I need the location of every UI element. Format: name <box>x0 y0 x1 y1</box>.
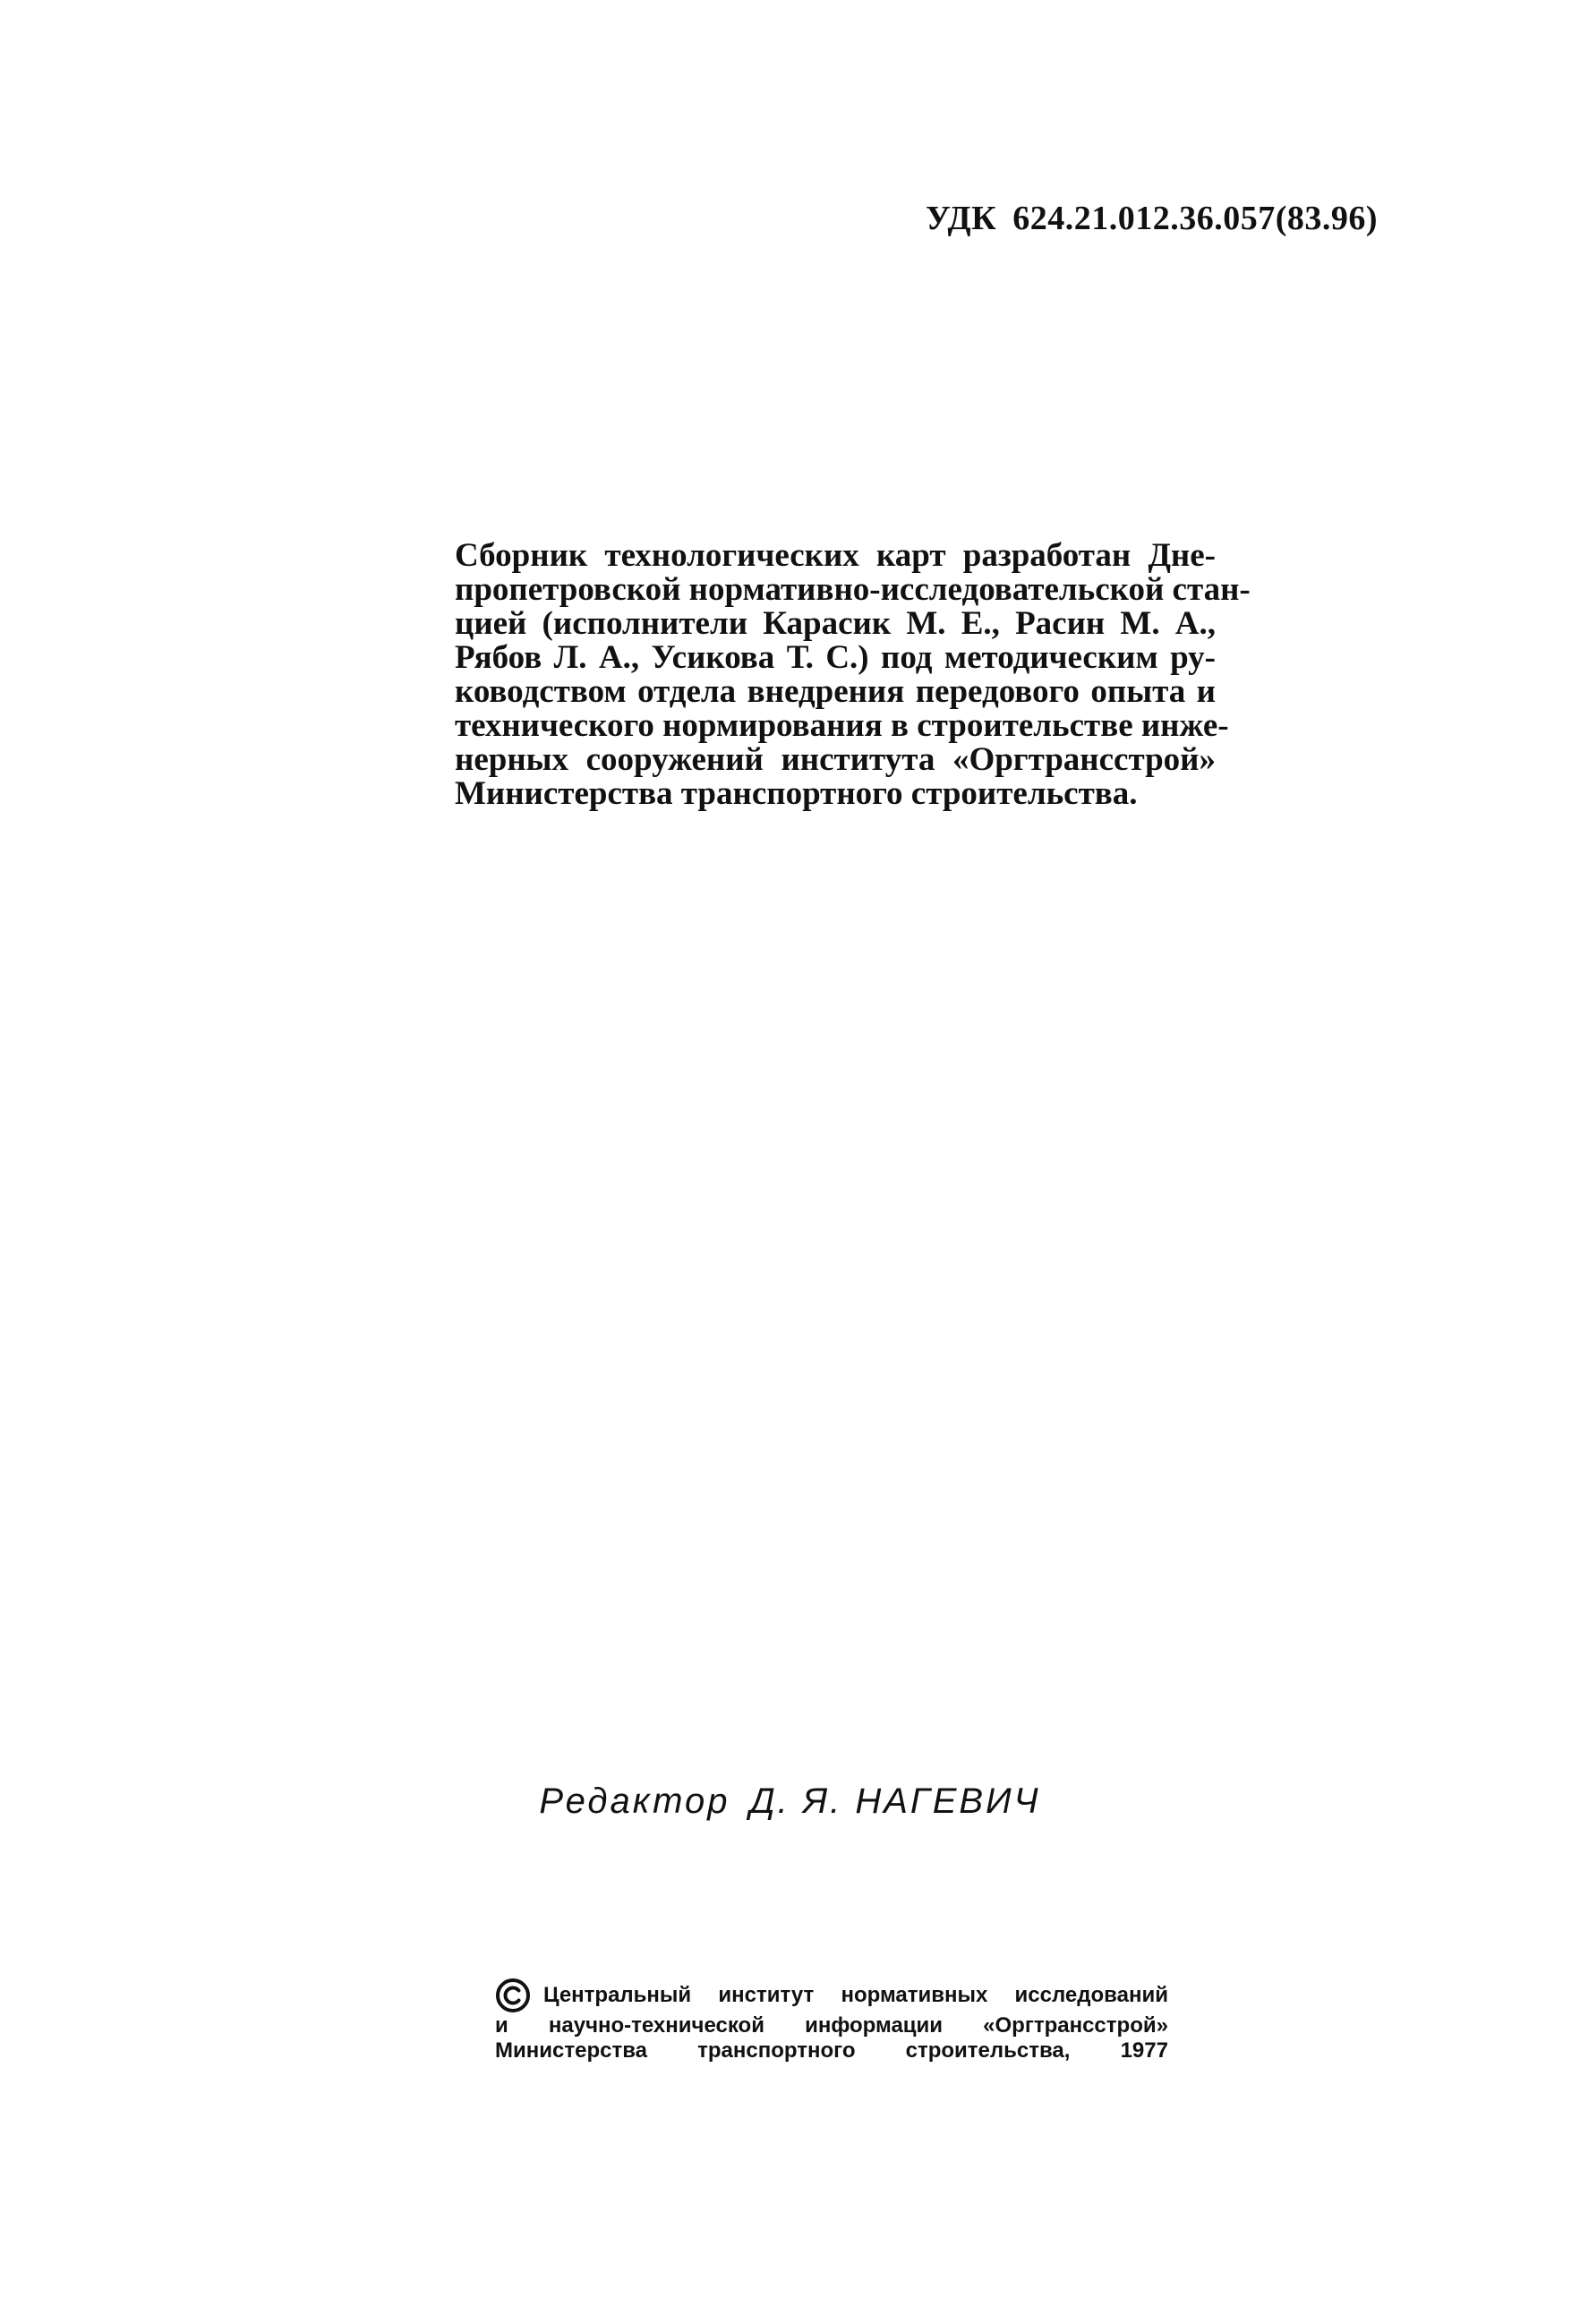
copyright-icon <box>495 1978 531 2013</box>
copyright-word: информации <box>805 2013 944 2038</box>
credits-line: Сборник технологических карт разработан Дне- <box>455 537 1216 574</box>
credits-line: Министерства транспортного строительства. <box>455 775 1138 812</box>
credits-line: пропетровской нормативно-исследовательской стан- <box>455 571 1251 608</box>
credits-line: ководством отдела внедрения передового опыта и <box>455 673 1216 710</box>
credits-paragraph <box>455 537 1251 812</box>
copyright-line-2 <box>495 2013 1168 2038</box>
credits-line: Рябов Л. А., Усикова Т. С.) под методическим ру- <box>455 639 1216 676</box>
copyright-line-1 <box>495 1978 1168 2013</box>
editor-credit <box>0 1781 1580 1822</box>
copyright-word: нормативных <box>841 1983 988 2007</box>
copyright-year: 1977 <box>1120 2038 1168 2063</box>
editor-name: Д. Я. НАГЕВИЧ <box>749 1781 1041 1821</box>
credits-line: технического нормирования в строительстве инже- <box>455 707 1229 744</box>
copyright-word: Центральный <box>543 1983 692 2007</box>
udk-code <box>926 199 1378 238</box>
credits-line: нерных сооружений института «Оргтрансстрой» <box>455 741 1216 778</box>
udk-label: УДК <box>925 200 997 237</box>
copyright-line-3 <box>495 2038 1168 2063</box>
copyright-word: Министерства <box>495 2038 647 2063</box>
copyright-word: строительства, <box>905 2038 1071 2063</box>
credits-line: цией (исполнители Карасик М. Е., Расин М. А., <box>455 605 1216 642</box>
copyright-line-1-text <box>543 1983 1168 2008</box>
copyright-block <box>495 1978 1168 2063</box>
copyright-word: «Оргтрансстрой» <box>983 2013 1168 2038</box>
copyright-word: транспортного <box>697 2038 856 2063</box>
copyright-word: институт <box>718 1983 815 2007</box>
copyright-word: исследований <box>1014 1983 1168 2007</box>
editor-label: Редактор <box>539 1781 730 1821</box>
copyright-word: научно-технической <box>548 2013 764 2038</box>
udk-number: 624.21.012.36.057(83.96) <box>1012 200 1378 237</box>
copyright-word: и <box>495 2013 508 2038</box>
